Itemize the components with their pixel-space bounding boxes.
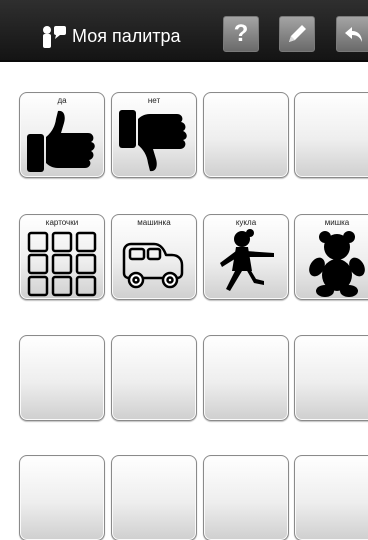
- back-arrow-icon: [342, 22, 366, 46]
- card-grid: [0, 62, 368, 540]
- card-empty[interactable]: [19, 455, 105, 540]
- card-empty[interactable]: [294, 455, 368, 540]
- card-empty[interactable]: [111, 335, 197, 421]
- thumbs-up-icon: [24, 107, 102, 175]
- card-empty[interactable]: [294, 92, 368, 178]
- help-button[interactable]: [223, 16, 259, 52]
- toy-car-icon: [116, 235, 194, 295]
- app-title: Моя палитра: [72, 26, 181, 46]
- pencil-icon: [285, 22, 309, 46]
- card-label: кукла: [235, 218, 257, 227]
- card-car[interactable]: [111, 214, 197, 300]
- card-empty[interactable]: [203, 335, 289, 421]
- card-label: карточки: [45, 218, 79, 227]
- question-icon: ?: [233, 20, 249, 47]
- card-cards[interactable]: [19, 214, 105, 300]
- thumbs-down-icon: [116, 107, 194, 175]
- grid-cards-icon: [27, 231, 99, 297]
- doll-icon: [208, 227, 286, 299]
- card-doll[interactable]: [203, 214, 289, 300]
- card-empty[interactable]: [111, 455, 197, 540]
- card-label: мишка: [324, 218, 350, 227]
- palette-people-icon: [38, 24, 70, 50]
- card-no[interactable]: [111, 92, 197, 178]
- card-label: нет: [147, 96, 161, 105]
- card-bear[interactable]: [294, 214, 368, 300]
- card-empty[interactable]: [203, 455, 289, 540]
- card-empty[interactable]: [203, 92, 289, 178]
- card-empty[interactable]: [294, 335, 368, 421]
- card-yes[interactable]: [19, 92, 105, 178]
- teddy-bear-icon: [299, 229, 368, 299]
- top-bar: [0, 0, 368, 62]
- card-label: да: [57, 96, 67, 105]
- card-empty[interactable]: [19, 335, 105, 421]
- card-label: машинка: [137, 218, 171, 227]
- edit-button[interactable]: [279, 16, 315, 52]
- back-button[interactable]: [336, 16, 368, 52]
